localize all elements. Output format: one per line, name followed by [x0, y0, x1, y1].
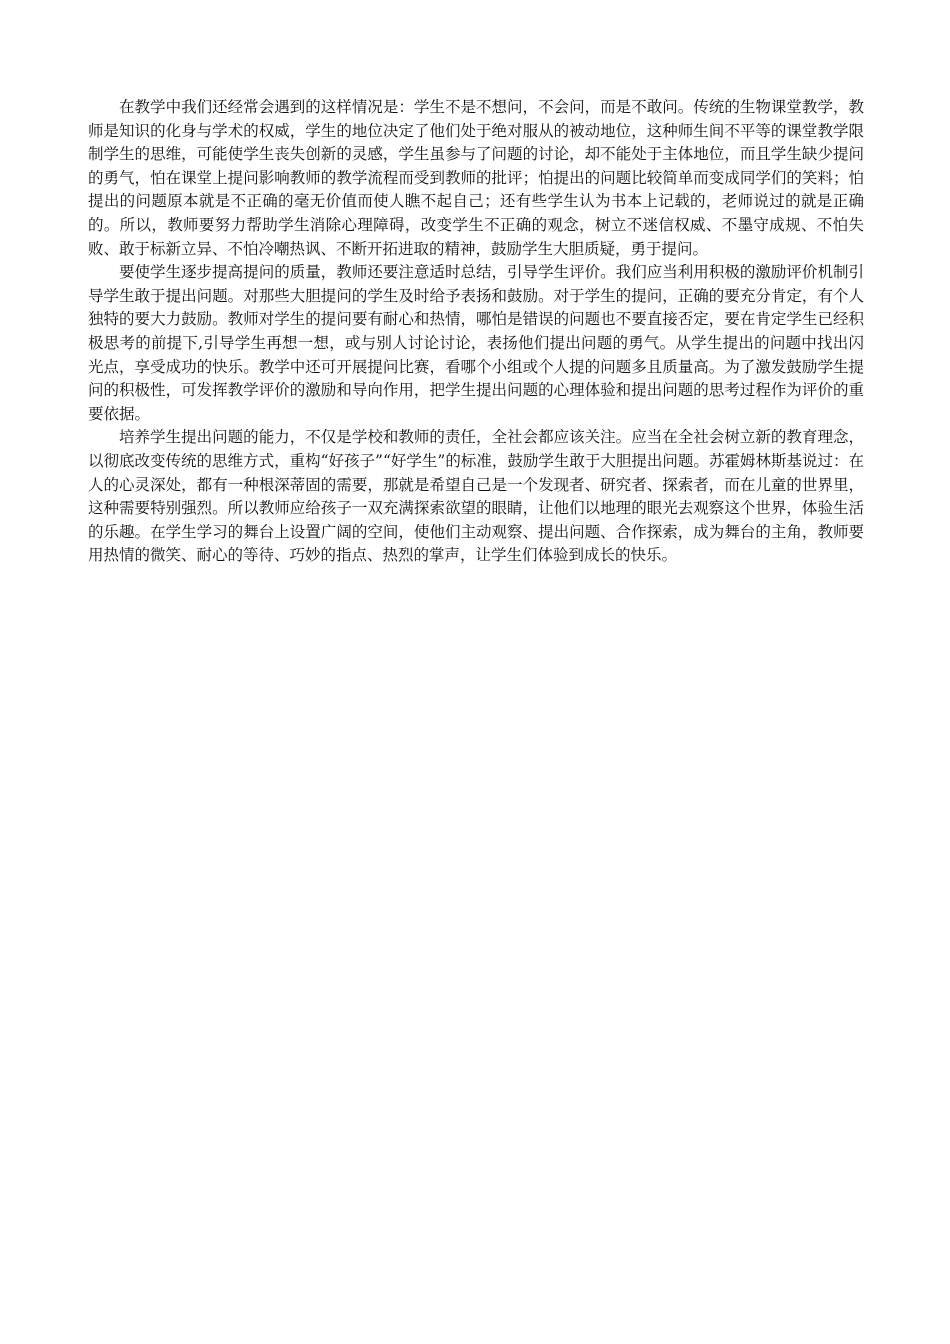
- paragraph-1: 在教学中我们还经常会遇到的这样情况是：学生不是不想问，不会问，而是不敢问。传统的生物课堂教学，教师是知识的化身与学术的权威，学生的地位决定了他们处于绝对服从的被动地位，这种师生间不平等的课堂教学限制学生的思维，可能使学生丧失创新的灵感，学生虽参与了问题的讨论，却不能处于主体地位，而且学生缺少提问的勇气，怕在课堂上提问影响教师的教学流程而受到教师的批评；怕提出的问题比较简单而变成同学们的笑料；怕提出的问题原本就是不正确的毫无价值而使人瞧不起自己；还有些学生认为书本上记载的，老师说过的就是正确的。所以，教师要努力帮助学生消除心理障碍，改变学生不正确的观念，树立不迷信权威、不墨守成规、不怕失败、敢于标新立异、不怕冷嘲热讽、不断开拓进取的精神，鼓励学生大胆质疑，勇于提问。: [88, 98, 864, 258]
- paragraph-2: 要使学生逐步提高提问的质量，教师还要注意适时总结，引导学生评价。我们应当利用积极的激励评价机制引导学生敢于提出问题。对那些大胆提问的学生及时给予表扬和鼓励。对于学生的提问，正确的要充分肯定，有个人独特的要大力鼓励。教师对学生的提问要有耐心和热情，哪怕是错误的问题也不要直接否定，要在肯定学生已经积极思考的前提下,引导学生再想一想，或与别人讨论讨论，表扬他们提出问题的勇气。从学生提出的问题中找出闪光点，享受成功的快乐。教学中还可开展提问比赛，看哪个小组或个人提的问题多且质量高。为了激发鼓励学生提问的积极性，可发挥教学评价的激励和导向作用，把学生提出问题的心理体验和提出问题的思考过程作为评价的重要依据。: [88, 263, 864, 423]
- paragraph-3: 培养学生提出问题的能力，不仅是学校和教师的责任，全社会都应该关注。应当在全社会树立新的教育理念，以彻底改变传统的思维方式，重构“好孩子”“好学生”的标准，鼓励学生敢于大胆提出问题。苏霍姆林斯基说过：在人的心灵深处，都有一种根深蒂固的需要，那就是希望自己是一个发现者、研究者、探索者，而在儿童的世界里，这种需要特别强烈。所以教师应给孩子一双充满探索欲望的眼睛，让他们以地理的眼光去观察这个世界，体验生活的乐趣。在学生学习的舞台上设置广阔的空间，使他们主动观察、提出问题、合作探索，成为舞台的主角，教师要用热情的微笑、耐心的等待、巧妙的指点、热烈的掌声，让学生们体验到成长的快乐。: [88, 428, 864, 565]
- document-body: [88, 96, 864, 568]
